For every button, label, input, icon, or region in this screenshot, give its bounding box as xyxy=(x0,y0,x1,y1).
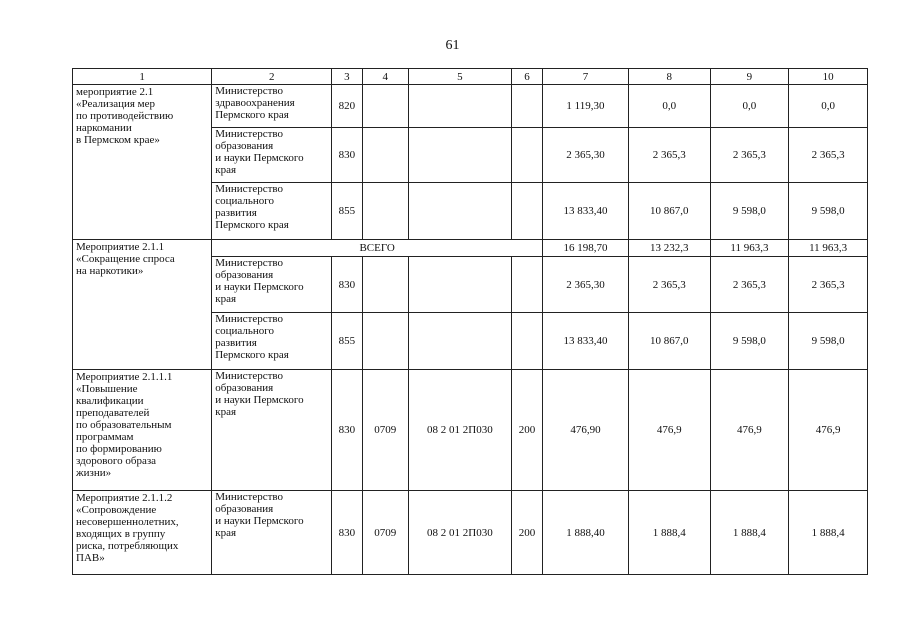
value-cell: 9 598,0 xyxy=(789,183,868,240)
value-cell: 2 365,3 xyxy=(628,128,710,183)
type-cell xyxy=(511,128,542,183)
value-cell: 0,0 xyxy=(789,85,868,128)
event-cell: Мероприятие 2.1.1.1 «Повышение квалификации преподавателей по образовательным программам по формированию здорового образа жизни» xyxy=(73,370,212,491)
target-cell: 08 2 01 2П030 xyxy=(408,370,511,491)
value-cell: 1 119,30 xyxy=(543,85,629,128)
code-cell: 830 xyxy=(332,128,362,183)
type-cell xyxy=(511,257,542,313)
value-cell: 476,90 xyxy=(543,370,629,491)
org-cell: Министерство образования и науки Пермского края xyxy=(212,257,332,313)
value-cell: 1 888,4 xyxy=(789,491,868,575)
section-cell xyxy=(362,313,408,370)
code-cell: 855 xyxy=(332,313,362,370)
value-cell: 2 365,30 xyxy=(543,128,629,183)
value-cell: 2 365,30 xyxy=(543,257,629,313)
value-cell: 2 365,3 xyxy=(789,257,868,313)
header-cell: 3 xyxy=(332,69,362,85)
value-cell: 9 598,0 xyxy=(710,183,789,240)
value-cell: 1 888,4 xyxy=(710,491,789,575)
org-cell: Министерство социального развития Пермского края xyxy=(212,183,332,240)
budget-table xyxy=(72,68,868,575)
page-number: 61 xyxy=(445,38,460,53)
value-cell: 13 833,40 xyxy=(543,183,629,240)
value-cell: 2 365,3 xyxy=(789,128,868,183)
section-cell xyxy=(362,85,408,128)
value-cell: 2 365,3 xyxy=(710,128,789,183)
header-cell: 8 xyxy=(628,69,710,85)
value-cell: 1 888,4 xyxy=(628,491,710,575)
code-cell: 855 xyxy=(332,183,362,240)
code-cell: 830 xyxy=(332,257,362,313)
section-cell xyxy=(362,128,408,183)
table-row xyxy=(73,370,868,491)
total-label: ВСЕГО xyxy=(212,240,543,257)
value-cell: 10 867,0 xyxy=(628,183,710,240)
value-cell: 476,9 xyxy=(628,370,710,491)
org-cell: Министерство образования и науки Пермского края xyxy=(212,128,332,183)
header-cell: 5 xyxy=(408,69,511,85)
header-cell: 6 xyxy=(511,69,542,85)
total-value-cell: 11 963,3 xyxy=(789,240,868,257)
header-cell: 4 xyxy=(362,69,408,85)
type-cell: 200 xyxy=(511,370,542,491)
section-cell: 0709 xyxy=(362,491,408,575)
target-cell xyxy=(408,85,511,128)
header-row xyxy=(73,69,868,85)
org-cell: Министерство здравоохранения Пермского края xyxy=(212,85,332,128)
type-cell: 200 xyxy=(511,491,542,575)
value-cell: 0,0 xyxy=(628,85,710,128)
org-cell: Министерство социального развития Пермского края xyxy=(212,313,332,370)
code-cell: 820 xyxy=(332,85,362,128)
type-cell xyxy=(511,85,542,128)
target-cell: 08 2 01 2П030 xyxy=(408,491,511,575)
code-cell: 830 xyxy=(332,370,362,491)
table-row xyxy=(73,491,868,575)
value-cell: 0,0 xyxy=(710,85,789,128)
total-value-cell: 11 963,3 xyxy=(710,240,789,257)
section-cell xyxy=(362,183,408,240)
header-cell: 1 xyxy=(73,69,212,85)
total-value-cell: 16 198,70 xyxy=(543,240,629,257)
section-cell xyxy=(362,257,408,313)
table-row xyxy=(73,85,868,128)
target-cell xyxy=(408,257,511,313)
target-cell xyxy=(408,313,511,370)
target-cell xyxy=(408,128,511,183)
type-cell xyxy=(511,313,542,370)
target-cell xyxy=(408,183,511,240)
header-cell: 10 xyxy=(789,69,868,85)
value-cell: 476,9 xyxy=(710,370,789,491)
value-cell: 9 598,0 xyxy=(710,313,789,370)
value-cell: 10 867,0 xyxy=(628,313,710,370)
event-cell: Мероприятие 2.1.1.2 «Сопровождение несовершеннолетних, входящих в группу риска, потребляющих ПАВ» xyxy=(73,491,212,575)
value-cell: 2 365,3 xyxy=(710,257,789,313)
section-cell: 0709 xyxy=(362,370,408,491)
value-cell: 13 833,40 xyxy=(543,313,629,370)
value-cell: 2 365,3 xyxy=(628,257,710,313)
table-body xyxy=(73,69,868,575)
type-cell xyxy=(511,183,542,240)
org-cell: Министерство образования и науки Пермского края xyxy=(212,491,332,575)
value-cell: 1 888,40 xyxy=(543,491,629,575)
code-cell: 830 xyxy=(332,491,362,575)
value-cell: 9 598,0 xyxy=(789,313,868,370)
org-cell: Министерство образования и науки Пермского края xyxy=(212,370,332,491)
event-cell: Мероприятие 2.1.1 «Сокращение спроса на наркотики» xyxy=(73,240,212,370)
value-cell: 476,9 xyxy=(789,370,868,491)
header-cell: 2 xyxy=(212,69,332,85)
event-cell: мероприятие 2.1 «Реализация мер по противодействию наркомании в Пермском крае» xyxy=(73,85,212,240)
header-cell: 9 xyxy=(710,69,789,85)
header-cell: 7 xyxy=(543,69,629,85)
total-value-cell: 13 232,3 xyxy=(628,240,710,257)
total-row xyxy=(73,240,868,257)
